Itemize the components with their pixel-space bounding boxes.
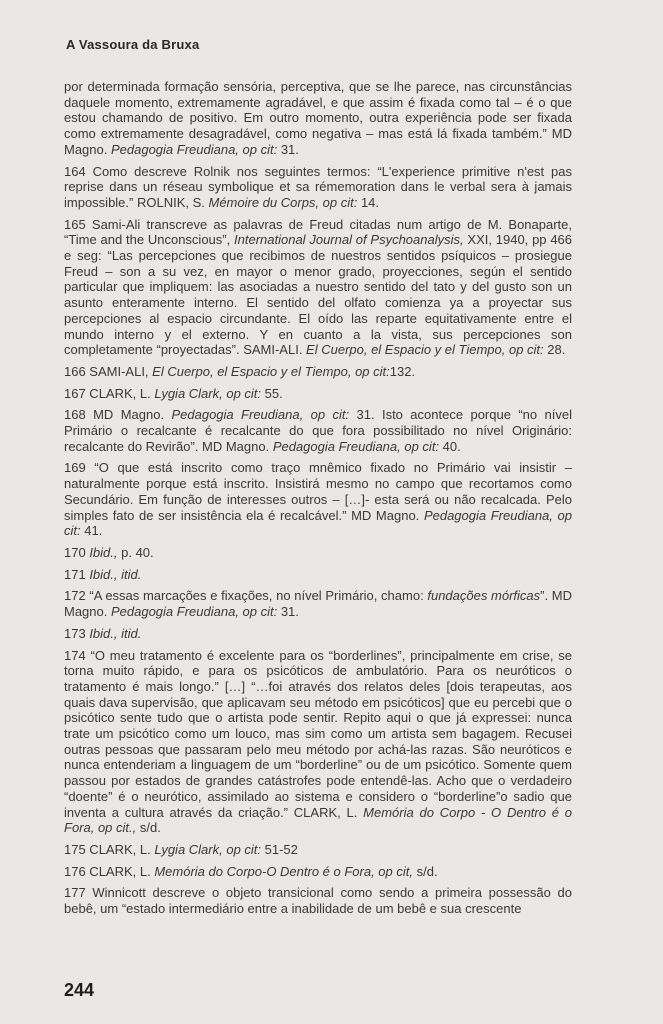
citation-title: International Journal of Psychoanalysis, xyxy=(234,232,464,248)
endnote-165 xyxy=(64,217,572,358)
citation-title: Ibid., xyxy=(89,544,118,560)
note-text: 177 Winnicott descreve o objeto transicional como sendo a primeira possessão do bebê, um “estado intermediário entre a inabilidade de um bebê e sua crescente xyxy=(64,885,572,917)
citation-title: Lygia Clark, op cit: xyxy=(154,385,262,401)
endnote-177 xyxy=(64,885,572,916)
endnote-173 xyxy=(64,626,572,642)
note-text: s/d. xyxy=(413,863,438,879)
note-text: 172 “A essas marcações e fixações, no nível Primário, chamo: xyxy=(64,588,428,604)
endnote-164 xyxy=(64,164,572,211)
note-text: 28. xyxy=(543,342,566,358)
endnote-170 xyxy=(64,545,572,561)
note-text: ”. MD Magno. xyxy=(64,588,572,620)
endnote-169 xyxy=(64,460,572,539)
citation-title: El Cuerpo, el Espacio y el Tiempo, op cit: xyxy=(152,363,390,379)
note-text: 31. xyxy=(277,604,299,620)
note-continuation xyxy=(64,79,572,158)
note-text: XXI, 1940, pp 466 e seg: “Las percepciones que recibimos de nuestros sentidos psíquicos – prosiegue Freud – son a su vez, en mayor o menor grado, proyecciones, según el sentido particular que impliquem: las asociadas a nuestro sentido del tato y del gusto son un asunto enteramente interno. El sentido del olfato comienza ya a proyectar sus percepciones al espacio circundante. El oído las reparte equitativamente entre el mundo interno y el externo. Y en cuanto a la vista, sus percepciones son completamente “proyectadas”. SAMI-ALI. xyxy=(64,232,573,358)
note-text: 40. xyxy=(439,438,461,454)
citation-title: Pedagogia Freudiana, op cit: xyxy=(272,438,440,454)
note-text: 164 Como descreve Rolnik nos seguintes termos: “L'experience primitive n'est pas reprise dans un réseau symbolique et sa rémemoration dans le verbal sera à jamais impossible.” ROLNIK, S. xyxy=(64,163,572,210)
citation-title: Lygia Clark, op cit: xyxy=(154,841,262,857)
endnote-168 xyxy=(64,407,572,454)
note-text: 173 xyxy=(64,625,90,641)
note-text: 170 xyxy=(64,544,90,560)
endnote-176 xyxy=(64,864,572,880)
endnote-167 xyxy=(64,386,572,402)
citation-title: Memória do Corpo - O Dentro é o Fora, op cit., xyxy=(64,804,572,836)
note-text: 41. xyxy=(80,523,103,539)
citation-title: Pedagogia Freudiana, op cit: xyxy=(110,141,278,157)
endnote-175 xyxy=(64,842,572,858)
note-text: 171 xyxy=(64,566,90,582)
endnote-172 xyxy=(64,588,572,619)
note-text: 165 Sami-Ali transcreve as palavras de Freud citadas num artigo de M. Bonaparte, “Time and the Unconscious”, xyxy=(64,216,572,248)
note-text: 176 CLARK, L. xyxy=(64,863,155,879)
note-text: 55. xyxy=(261,385,283,401)
note-text: 167 CLARK, L. xyxy=(64,385,155,401)
citation-title: fundações mórficas xyxy=(427,588,541,604)
note-text: 51-52 xyxy=(261,841,298,857)
citation-title: Pedagogia Freudiana, op cit: xyxy=(64,507,572,539)
running-head-title: A Vassoura da Bruxa xyxy=(66,37,200,52)
endnote-171 xyxy=(64,567,572,583)
endnote-174 xyxy=(64,648,572,836)
note-text: 174 “O meu tratamento é excelente para os “borderlines”, principalmente em crise, se torna muito rápido, e para os psicóticos de ambulatório. Para os neuróticos o tratamento é mais longo.” […] “…foi através dos relatos deles [dois terapeutas, aos quais dava supervisão, que aplicavam seu método em psicóticos] que eu percebi que o psicótico sente tudo que o artista pode sentir. Repito aqui o que já expressei: nunca trate um psicótico como um louco, mas sim como um artista sem bagagem. Recusei outras pessoas que passaram pelo meu método por achá-las razas. São neuróticos e nunca entenderiam a linguagem de um “borderline” ou de um psicótico. Somente quem passou por estados de grandes catástrofes pode entendê-las. Acho que o verdadeiro “doente” é o neurótico, assimilado ao sistema e considero o “borderline”o sadio que inventa a cultura através da criação.” CLARK, L. xyxy=(64,647,572,820)
citation-title: Memória do Corpo-O Dentro é o Fora, op cit, xyxy=(154,863,413,879)
note-text: 175 CLARK, L. xyxy=(64,841,155,857)
note-text: 166 SAMI-ALI, xyxy=(64,363,153,379)
note-text: 168 MD Magno. xyxy=(64,407,172,423)
note-text: p. 40. xyxy=(117,544,154,560)
note-text: por determinada formação sensória, perceptiva, que se lhe parece, nas circunstâncias daquele momento, extremamente agradável, e que assim é fixada como tal – é o que estou chamando de positivo. Em outro momento, outra experiência pode ser fixada como extremamente desagradável, como negativa – mas está lá fixada também.” MD Magno. xyxy=(64,79,572,157)
citation-title: El Cuerpo, el Espacio y el Tiempo, op cit: xyxy=(306,342,544,358)
citation-title: Mémoire du Corps, op cit: xyxy=(208,194,358,210)
endnote-166 xyxy=(64,364,572,380)
note-text: 31. Isto acontece porque “no nível Primário o recalcante é recalcante do que fora possibilitado no nível Originário: recalcante do Revirão”. MD Magno. xyxy=(64,407,572,454)
note-text: s/d. xyxy=(136,820,161,836)
note-text: 31. xyxy=(277,141,299,157)
citation-title: Ibid., itid. xyxy=(89,566,142,582)
note-text: 14. xyxy=(357,194,380,210)
citation-title: Pedagogia Freudiana, op cit: xyxy=(110,604,278,620)
page-number: 244 xyxy=(64,980,95,1000)
citation-title: Pedagogia Freudiana, op cit: xyxy=(171,407,350,423)
endnotes-list xyxy=(64,79,572,923)
note-text: 132. xyxy=(389,363,416,379)
citation-title: Ibid., itid. xyxy=(89,625,142,641)
note-text: 169 “O que está inscrito como traço mnêmico fixado no Primário vai insistir – naturalmente porque está inscrito. Insistirá mesmo no campo que recortamos como Secundário. Em função de interesses outros – […]- esta será ou não recalcada. Pelo simples fato de ser insistência ela é recalcável.” MD Magno. xyxy=(64,460,572,523)
